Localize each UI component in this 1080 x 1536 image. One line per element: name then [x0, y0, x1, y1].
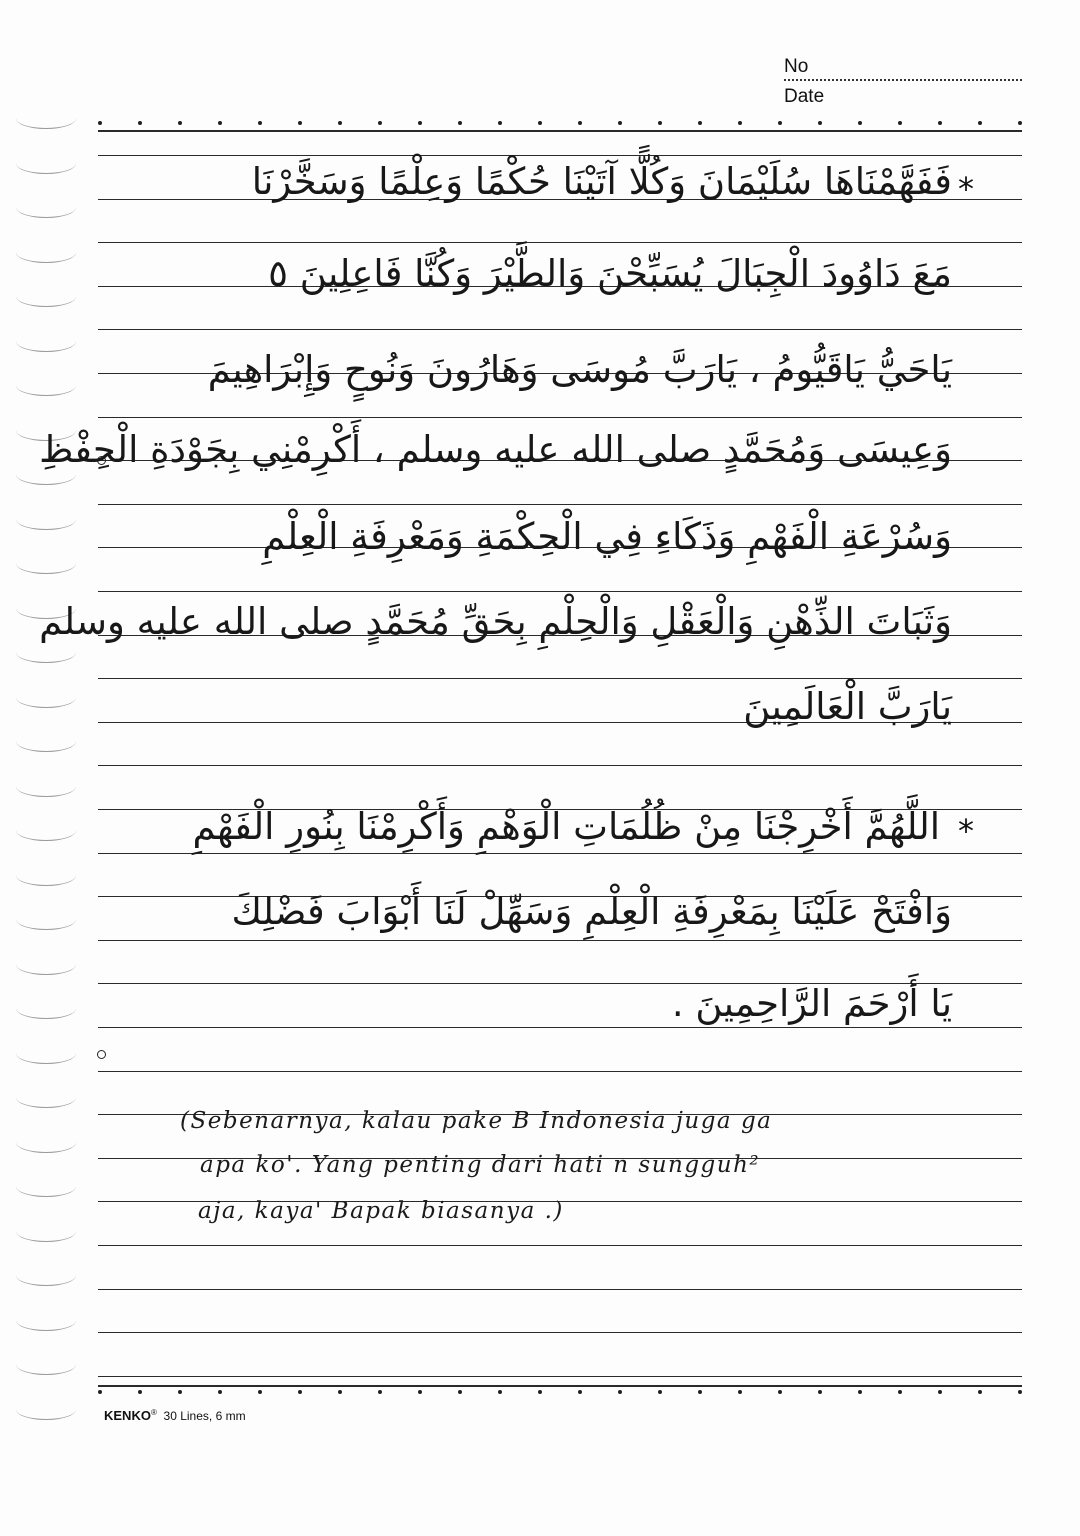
- note-line: apa ko'. Yang penting dari hati n sungguh²: [200, 1152, 761, 1178]
- margin-dot: [618, 1390, 622, 1394]
- ruled-line: [98, 1027, 1022, 1028]
- bottom-heavy-rule: [98, 1385, 1022, 1387]
- margin-dot: [138, 1390, 142, 1394]
- binder-ring: [16, 1265, 76, 1286]
- margin-dot: [298, 121, 302, 125]
- arabic-line: وَافْتَحْ عَلَيْنَا بِمَعْرِفَةِ الْعِلْمِ وَسَهِّلْ لَنَا أَبْوَابَ فَضْلِكَ: [231, 890, 952, 933]
- arabic-line: وَعِيسَى وَمُحَمَّدٍ صلى الله عليه وسلم ، أَكْرِمْنِي بِجَوْدَةِ الْحِفْظِ: [39, 428, 952, 471]
- binder-ring: [16, 865, 76, 886]
- margin-dot: [178, 1390, 182, 1394]
- margin-dot: [378, 1390, 382, 1394]
- binder-ring: [16, 998, 76, 1019]
- ruled-line: [98, 1376, 1022, 1377]
- margin-mark-circle: [97, 1050, 106, 1059]
- binder-ring: [16, 1399, 76, 1420]
- margin-dot: [178, 121, 182, 125]
- margin-dot: [418, 1390, 422, 1394]
- arabic-line: مَعَ دَاوُودَ الْجِبَالَ يُسَبِّحْنَ وَالطَّيْرَ وَكُنَّا فَاعِلِينَ ٥: [268, 252, 952, 295]
- arabic-line: فَفَهَّمْنَاهَا سُلَيْمَانَ وَكُلًّا آتَيْنَا حُكْمًا وَعِلْمًا وَسَخَّرْنَا: [251, 160, 952, 203]
- binder-ring: [16, 1221, 76, 1242]
- margin-dot: [698, 1390, 702, 1394]
- ruled-line: [98, 1071, 1022, 1072]
- arabic-line: يَا أَرْحَمَ الرَّاحِمِينَ .: [671, 982, 952, 1025]
- ruled-line: [98, 853, 1022, 854]
- arabic-line: يَاحَيُّ يَاقَيُّومُ ، يَارَبَّ مُوسَى وَهَارُونَ وَنُوحٍ وَإِبْرَاهِيمَ: [207, 348, 952, 391]
- margin-dot: [498, 121, 502, 125]
- margin-dot: [818, 121, 822, 125]
- binder-ring: [16, 820, 76, 841]
- ruled-line: [98, 591, 1022, 592]
- margin-dot: [458, 121, 462, 125]
- margin-dot: [618, 121, 622, 125]
- top-dot-row: [98, 121, 1022, 127]
- binder-ring: [16, 286, 76, 307]
- margin-dot: [778, 121, 782, 125]
- arabic-line: وَسُرْعَةِ الْفَهْمِ وَذَكَاءِ فِي الْحِكْمَةِ وَمَعْرِفَةِ الْعِلْمِ: [262, 515, 952, 558]
- binder-ring: [16, 108, 76, 129]
- margin-dot: [218, 1390, 222, 1394]
- margin-dot: [898, 1390, 902, 1394]
- margin-dot: [258, 121, 262, 125]
- binder-ring: [16, 509, 76, 530]
- binder-ring: [16, 153, 76, 174]
- bullet-star: *: [958, 812, 974, 850]
- margin-dot: [1018, 1390, 1022, 1394]
- binder-ring: [16, 731, 76, 752]
- margin-dot: [338, 1390, 342, 1394]
- ruled-line: [98, 765, 1022, 766]
- binder-ring: [16, 197, 76, 218]
- ruled-line: [98, 155, 1022, 156]
- margin-dot: [738, 1390, 742, 1394]
- binder-ring: [16, 1087, 76, 1108]
- binder-ring: [16, 331, 76, 352]
- margin-dot: [538, 1390, 542, 1394]
- margin-dot: [898, 121, 902, 125]
- ruled-line: [98, 504, 1022, 505]
- margin-dot: [938, 1390, 942, 1394]
- date-label: Date: [784, 86, 825, 107]
- bottom-dot-row: [98, 1390, 1022, 1396]
- ruled-line: [98, 1245, 1022, 1246]
- margin-dot: [218, 121, 222, 125]
- binder-ring: [16, 1354, 76, 1375]
- note-line: (Sebenarnya, kalau pake B Indonesia juga ga: [180, 1108, 773, 1134]
- margin-dot: [98, 121, 102, 125]
- margin-dot: [338, 121, 342, 125]
- arabic-line: وَثَبَاتَ الذِّهْنِ وَالْعَقْلِ وَالْحِلْمِ بِحَقِّ مُحَمَّدٍ صلى الله عليه وسلم: [39, 600, 952, 643]
- margin-dot: [258, 1390, 262, 1394]
- margin-dot: [138, 121, 142, 125]
- margin-dot: [778, 1390, 782, 1394]
- registered-mark: ®: [150, 1408, 157, 1417]
- no-label: No: [784, 56, 809, 77]
- margin-dot: [978, 1390, 982, 1394]
- margin-dot: [578, 1390, 582, 1394]
- margin-dot: [298, 1390, 302, 1394]
- margin-dot: [698, 121, 702, 125]
- brand-name: KENKO: [104, 1408, 151, 1423]
- binder-ring: [16, 954, 76, 975]
- binder-ring: [16, 1310, 76, 1331]
- bullet-star: *: [958, 170, 974, 208]
- no-field-line: [784, 79, 1022, 81]
- ruled-line: [98, 329, 1022, 330]
- paper-spec: 30 Lines, 6 mm: [163, 1409, 246, 1423]
- ruled-line: [98, 940, 1022, 941]
- binder-ring: [16, 776, 76, 797]
- margin-dot: [658, 1390, 662, 1394]
- margin-dot: [1018, 121, 1022, 125]
- margin-dot: [938, 121, 942, 125]
- ruled-line: [98, 242, 1022, 243]
- arabic-line: اللَّهُمَّ أَخْرِجْنَا مِنْ ظُلُمَاتِ الْوَهْمِ وَأَكْرِمْنَا بِنُورِ الْفَهْمِ: [192, 805, 940, 848]
- margin-dot: [858, 121, 862, 125]
- margin-dot: [578, 121, 582, 125]
- margin-dot: [658, 121, 662, 125]
- binder-ring: [16, 642, 76, 663]
- binder-ring: [16, 1176, 76, 1197]
- margin-dot: [818, 1390, 822, 1394]
- binder-ring: [16, 1043, 76, 1064]
- margin-dot: [378, 121, 382, 125]
- margin-dot: [458, 1390, 462, 1394]
- margin-dot: [978, 121, 982, 125]
- note-line: aja, kaya' Bapak biasanya .): [198, 1198, 564, 1224]
- binder-ring: [16, 553, 76, 574]
- ruled-line: [98, 1332, 1022, 1333]
- binder-ring: [16, 687, 76, 708]
- binder-ring: [16, 1132, 76, 1153]
- margin-dot: [98, 1390, 102, 1394]
- margin-dot: [418, 121, 422, 125]
- ruled-line: [98, 417, 1022, 418]
- margin-dot: [858, 1390, 862, 1394]
- footer-brand: [104, 1408, 246, 1423]
- ruled-line: [98, 1289, 1022, 1290]
- binder-ring: [16, 909, 76, 930]
- margin-dot: [498, 1390, 502, 1394]
- arabic-line: يَارَبَّ الْعَالَمِينَ: [743, 685, 952, 728]
- margin-dot: [538, 121, 542, 125]
- binder-ring: [16, 375, 76, 396]
- binder-ring: [16, 242, 76, 263]
- margin-dot: [738, 121, 742, 125]
- top-heavy-rule: [98, 130, 1022, 132]
- ruled-line: [98, 678, 1022, 679]
